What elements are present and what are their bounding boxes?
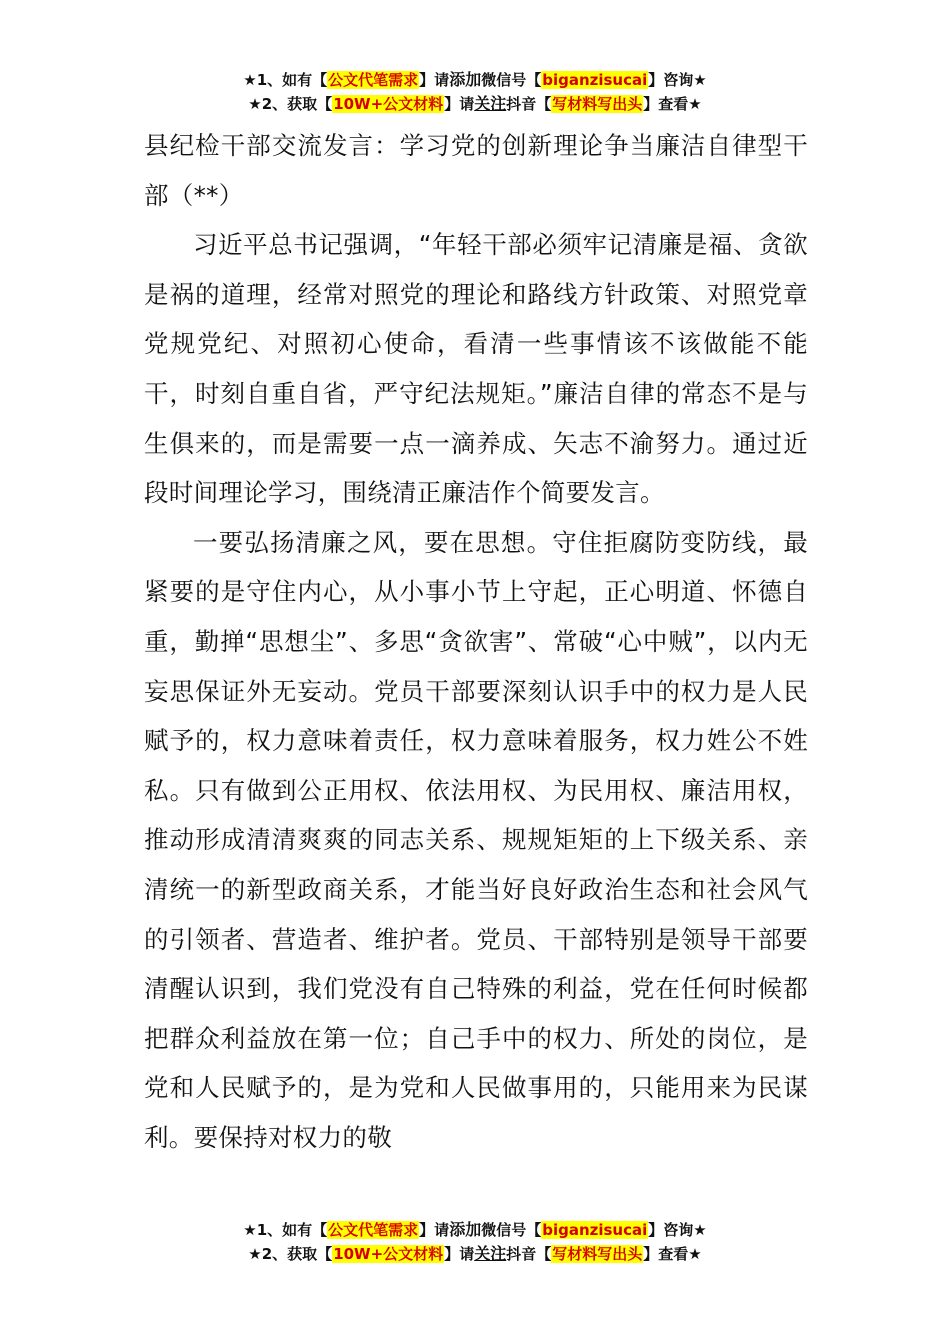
- document-paragraph-first-point: 一要弘扬清廉之风，要在思想。守住拒腐防变防线，最紧要的是守住内心，从小事小节上守起，正心明道、怀德自重，勤掸“思想尘”、多思“贪欲害”、常破“心中贼”，以内无妄思保证外无妄动。党员干部要深刻认识手中的权力是人民赋予的，权力意味着责任，权力意味着服务，权力姓公不姓私。只有做到公正用权、依法用权、为民用权、廉洁用权，推动形成清清爽爽的同志关系、规规矩矩的上下级关系、亲清统一的新型政商关系，才能当好良好政治生态和社会风气的引领者、营造者、维护者。党员、干部特别是领导干部要清醒认识到，我们党没有自己特殊的利益，党在任何时候都把群众利益放在第一位；自己手中的权力、所处的岗位，是党和人民赋予的，是为党和人民做事用的，只能用来为民谋利。要保持对权力的敬: [144, 527, 808, 1152]
- promo-line-1-prefix: ★1、如有【: [243, 71, 328, 89]
- promo-highlight-materials: 10W+公文材料: [333, 1245, 444, 1263]
- promo-highlight-writing-service: 公文代笔需求: [328, 71, 419, 89]
- promo-line-1-mid1: 】请: [419, 71, 450, 89]
- document-title: 县纪检干部交流发言：学习党的创新理论争当廉洁自律型干部（**）: [144, 131, 808, 210]
- promo-line-2-footer: [0, 1242, 950, 1266]
- promo-highlight-douyin-account: 写材料写出头: [552, 95, 643, 113]
- promo-highlight-wechat-id: biganzisucai: [542, 71, 648, 89]
- promo-line-2-mid1: 】请: [444, 1245, 475, 1263]
- promo-line-2-emphasis: 关注: [474, 1244, 507, 1263]
- promo-line-1-mid1: 】请: [419, 1221, 450, 1239]
- promo-line-1-mid2: 微信号【: [481, 71, 542, 89]
- promo-line-2-mid2: 抖音【: [506, 1245, 552, 1263]
- promo-line-2-emphasis: 关注: [474, 94, 507, 113]
- promo-line-1-emphasis: 添加: [449, 70, 482, 89]
- promo-line-2-mid2: 抖音【: [506, 95, 552, 113]
- promo-line-1: [0, 68, 950, 92]
- promo-banner-bottom: [0, 1218, 950, 1266]
- promo-line-1-suffix: 】咨询★: [648, 1221, 707, 1239]
- promo-line-2-suffix: 】查看★: [643, 1245, 702, 1263]
- promo-line-2-prefix: ★2、获取【: [248, 1245, 333, 1263]
- promo-highlight-douyin-account: 写材料写出头: [552, 1245, 643, 1263]
- promo-line-2-mid1: 】请: [444, 95, 475, 113]
- promo-line-2-suffix: 】查看★: [643, 95, 702, 113]
- promo-line-2-prefix: ★2、获取【: [248, 95, 333, 113]
- document-paragraph-intro: 习近平总书记强调，“年轻干部必须牢记清廉是福、贪欲是祸的道理，经常对照党的理论和路线方针政策、对照党章党规党纪、对照初心使命，看清一些事情该不该做能不能干，时刻自重自省，严守纪法规矩。”廉洁自律的常态不是与生俱来的，而是需要一点一滴养成、矢志不渝努力。通过近段时间理论学习，围绕清正廉洁作个简要发言。: [144, 230, 808, 508]
- promo-line-1-mid2: 微信号【: [481, 1221, 542, 1239]
- promo-line-1-suffix: 】咨询★: [648, 71, 707, 89]
- promo-highlight-wechat-id: biganzisucai: [542, 1221, 648, 1239]
- promo-line-1-emphasis: 添加: [449, 1220, 482, 1239]
- promo-highlight-materials: 10W+公文材料: [333, 95, 444, 113]
- promo-line-2: [0, 92, 950, 116]
- promo-banner-top: [0, 68, 950, 116]
- promo-highlight-writing-service: 公文代笔需求: [328, 1221, 419, 1239]
- document-body: [144, 121, 808, 1162]
- promo-line-1-prefix: ★1、如有【: [243, 1221, 328, 1239]
- promo-line-1-footer: [0, 1218, 950, 1242]
